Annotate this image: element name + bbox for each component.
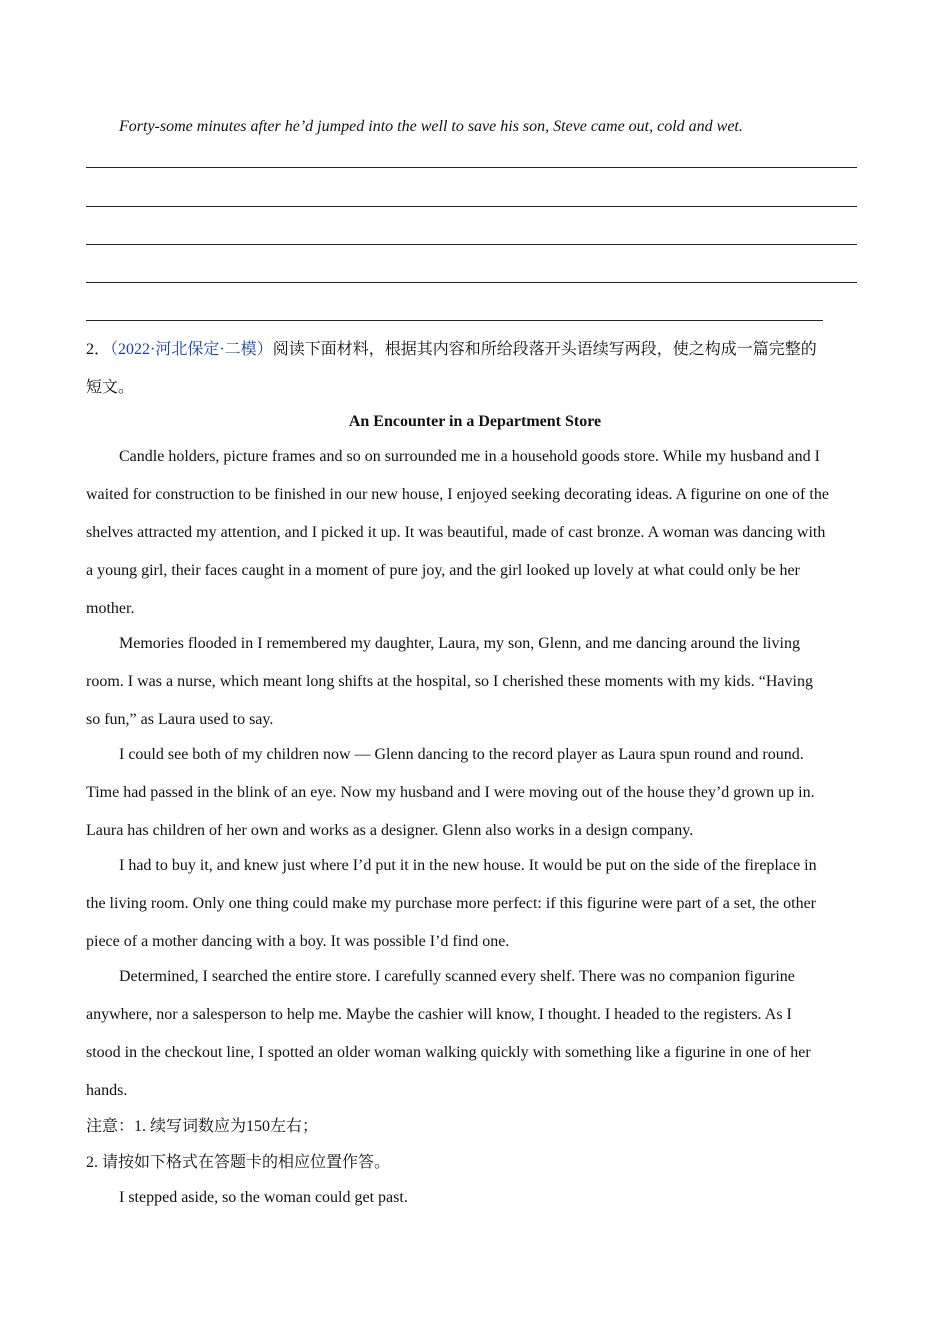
paragraph-start: I stepped aside, so the woman could get past. — [119, 1189, 408, 1206]
passage-line: anywhere, nor a salesperson to help me. Maybe the cashier will know, I thought. I headed to the registers. As I — [86, 1006, 792, 1023]
passage-line: I had to buy it, and knew just where I’d put it in the new house. It would be put on the side of the fireplace in — [119, 857, 817, 874]
question-number: 2． — [86, 341, 111, 358]
passage-line: mother. — [86, 600, 135, 617]
passage-line: shelves attracted my attention, and I picked it up. It was beautiful, made of cast bronze. A woman was dancing with — [86, 524, 826, 541]
passage-line: Time had passed in the blink of an eye. Now my husband and I were moving out of the house they’d grown up in. — [86, 784, 815, 801]
passage-line: Determined, I searched the entire store. I carefully scanned every shelf. There was no companion figurine — [119, 968, 795, 985]
passage-line: stood in the checkout line, I spotted an older woman walking quickly with something like a figurine in one of her — [86, 1044, 811, 1061]
passage-line: room. I was a nurse, which meant long shifts at the hospital, so I cherished these moments with my kids. “Having — [86, 673, 813, 690]
previous-paragraph-start: Forty-some minutes after he’d jumped into the well to save his son, Steve came out, cold and wet. — [119, 118, 743, 135]
answer-line — [86, 167, 857, 168]
question-source: （2022·河北保定·二模） — [110, 341, 273, 358]
passage-line: Candle holders, picture frames and so on surrounded me in a household goods store. While my husband and I — [119, 448, 820, 465]
question-instruction-cont: 短文。 — [86, 379, 135, 396]
answer-line — [86, 320, 823, 321]
note-word-count: 注意：1. 续写词数应为150左右； — [86, 1118, 319, 1135]
passage-line: hands. — [86, 1082, 128, 1099]
question-instruction: 阅读下面材料，根据其内容和所给段落开头语续写两段，使之构成一篇完整的 — [272, 341, 817, 358]
answer-line — [86, 206, 857, 207]
passage-title: An Encounter in a Department Store — [348, 413, 602, 430]
answer-line — [86, 282, 857, 283]
passage-line: waited for construction to be finished in our new house, I enjoyed seeking decorating ideas. A figurine on one of the — [86, 486, 829, 503]
passage-line: I could see both of my children now — Glenn dancing to the record player as Laura spun round and round. — [119, 746, 804, 763]
passage-line: Memories flooded in I remembered my daughter, Laura, my son, Glenn, and me dancing around the living — [119, 635, 800, 652]
passage-line: piece of a mother dancing with a boy. It was possible I’d find one. — [86, 933, 510, 950]
passage-line: Laura has children of her own and works as a designer. Glenn also works in a design company. — [86, 822, 694, 839]
answer-line — [86, 244, 857, 245]
question-header — [86, 340, 817, 360]
passage-line: a young girl, their faces caught in a moment of pure joy, and the girl looked up lovely at what could only be her — [86, 562, 800, 579]
note-format: 2. 请按如下格式在答题卡的相应位置作答。 — [86, 1154, 391, 1171]
passage-line: the living room. Only one thing could make my purchase more perfect: if this figurine were part of a set, the other — [86, 895, 816, 912]
passage-line: so fun,” as Laura used to say. — [86, 711, 274, 728]
